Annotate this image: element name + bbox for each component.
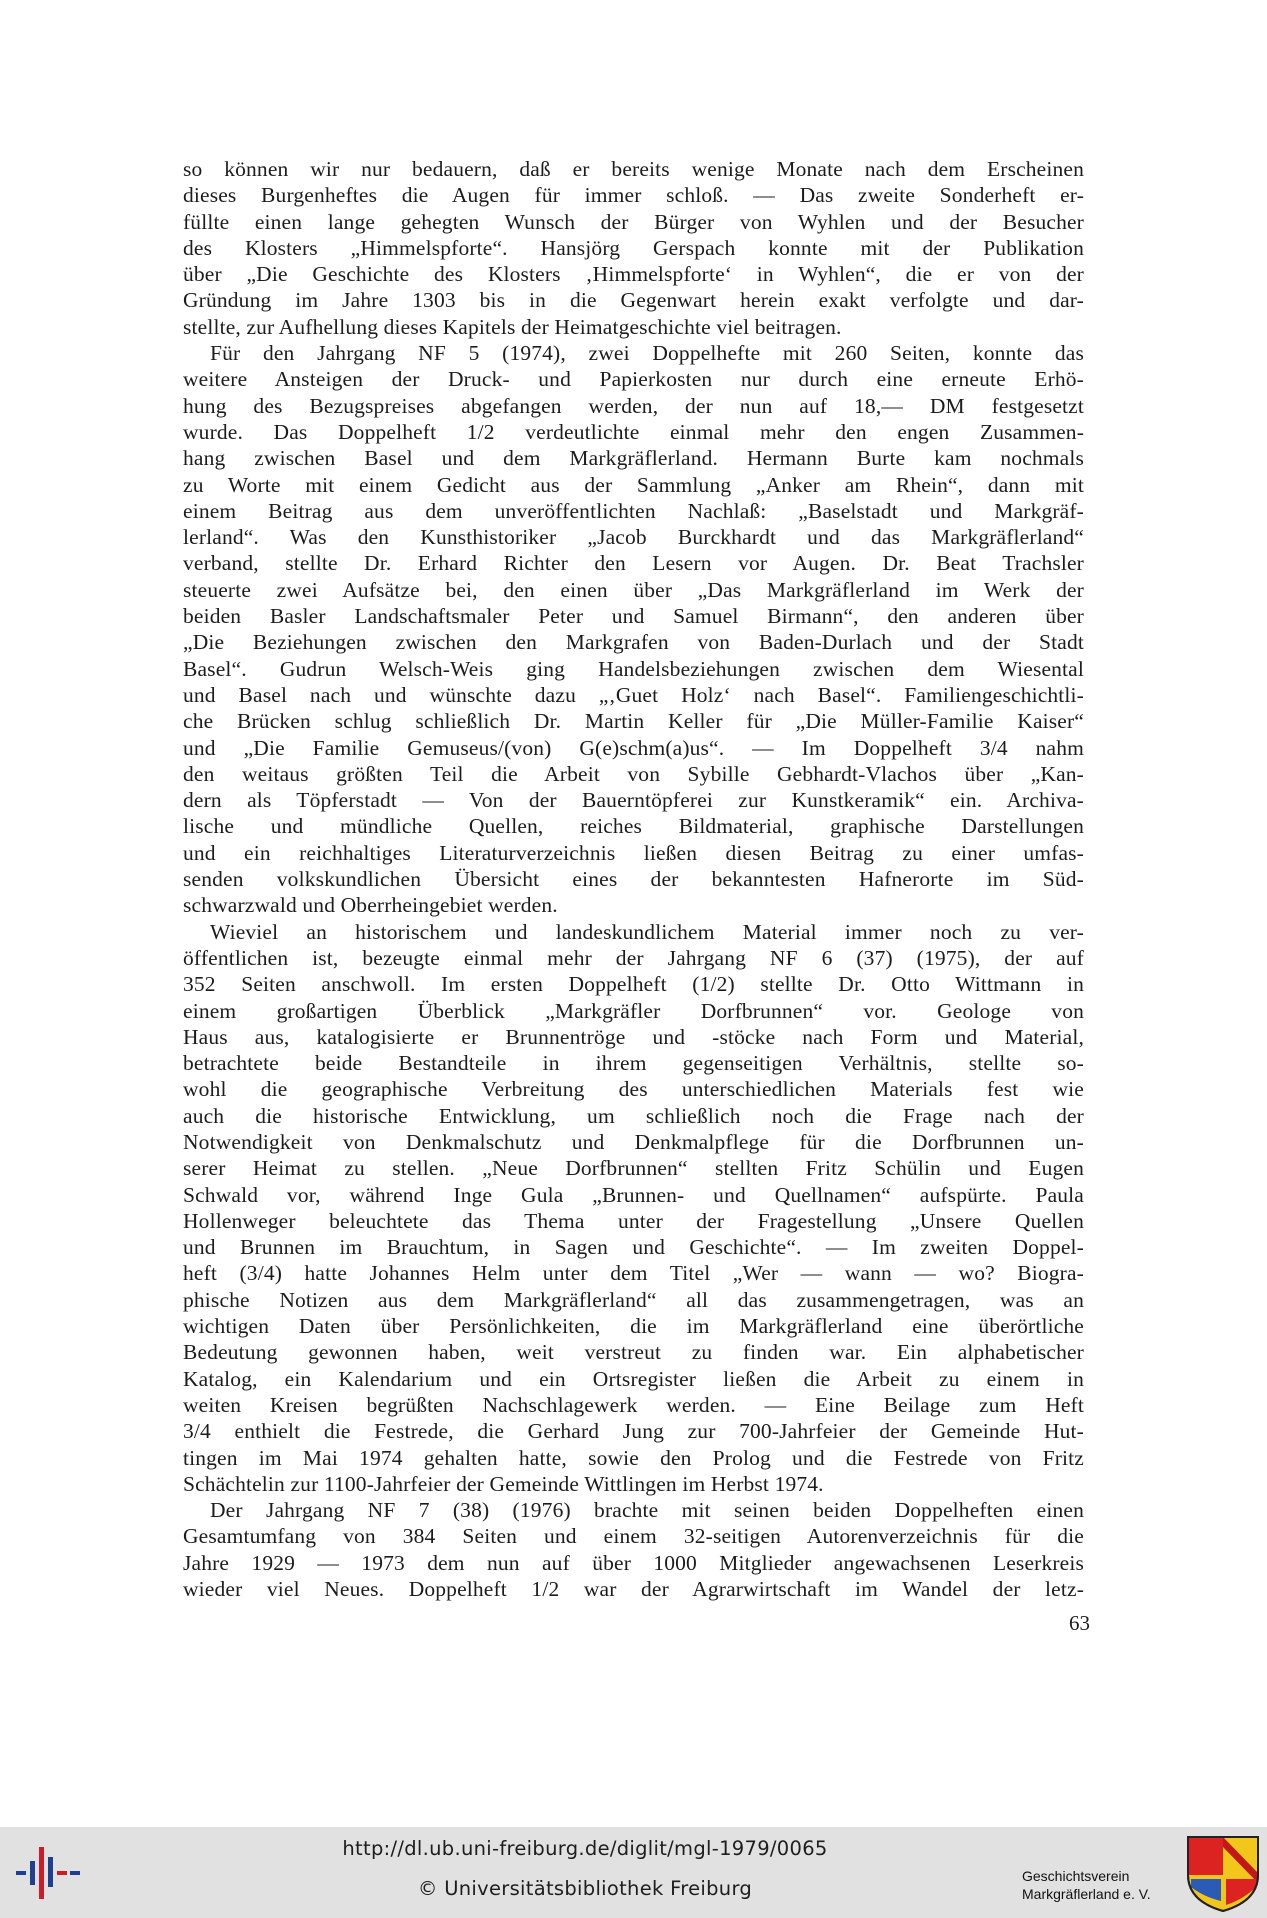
text-line: tingen im Mai 1974 gehalten hatte, sowie den Prolog und die Festrede von Fritz (183, 1445, 1084, 1470)
text-line: Schächtelin zur 1100-Jahrfeier der Gemeinde Wittlingen im Herbst 1974. (183, 1471, 824, 1496)
text-line: auch die historische Entwicklung, um schließlich noch die Frage nach der (183, 1103, 1084, 1128)
text-line: und Brunnen im Brauchtum, in Sagen und Geschichte“. — Im zweiten Doppel- (183, 1235, 1084, 1260)
text-line: Für den Jahrgang NF 5 (1974), zwei Doppelhefte mit 260 Seiten, konnte das (210, 341, 1084, 366)
text-line: Wieviel an historischem und landeskundlichem Material immer noch zu ver- (210, 919, 1084, 944)
text-line: Bedeutung gewonnen haben, weit verstreut zu finden war. Ein alphabetischer (183, 1340, 1084, 1365)
text-line: serer Heimat zu stellen. „Neue Dorfbrunnen“ stellten Fritz Schülin und Eugen (183, 1156, 1084, 1181)
text-line: Hollenweger beleuchtete das Thema unter der Fragestellung „Unsere Quellen (183, 1208, 1084, 1233)
text-line: 3/4 enthielt die Festrede, die Gerhard Jung zur 700-Jahrfeier der Gemeinde Hut- (183, 1419, 1084, 1444)
text-line: des Klosters „Himmelspforte“. Hansjörg Gerspach konnte mit der Publikation (183, 235, 1084, 260)
text-line: und Basel nach und wünschte dazu „‚Guet Holz‘ nach Basel“. Familiengeschichtli- (183, 682, 1084, 707)
text-line: weitere Ansteigen der Druck- und Papierkosten nur durch eine erneute Erhö- (183, 367, 1084, 392)
text-line: dieses Burgenheftes die Augen für immer schloß. — Das zweite Sonderheft er- (183, 183, 1084, 208)
page-number: 63 (1069, 1611, 1090, 1635)
text-line: betrachtete beide Bestandteile in ihrem gegenseitigen Verhältnis, stellte so- (183, 1051, 1084, 1076)
text-line: wohl die geographische Verbreitung des unterschiedlichen Materials fest wie (183, 1077, 1084, 1102)
text-line: wurde. Das Doppelheft 1/2 verdeutlichte einmal mehr den engen Zusammen- (183, 419, 1084, 444)
text-line: beiden Basler Landschaftsmaler Peter und Samuel Birmann“, den anderen über (183, 604, 1084, 629)
text-line: lische und mündliche Quellen, reiches Bildmaterial, graphische Darstellungen (183, 814, 1084, 839)
society-name (1022, 1867, 1182, 1903)
text-line: weiten Kreisen begrüßten Nachschlagewerk werden. — Eine Beilage zum Heft (183, 1392, 1084, 1417)
text-line: hang zwischen Basel und dem Markgräflerland. Hermann Burte kam nochmals (183, 446, 1084, 471)
society-line-1: Geschichtsverein (1022, 1868, 1130, 1884)
text-line: den weitaus größten Teil die Arbeit von Sybille Gebhardt-Vlachos über „Kan- (183, 761, 1084, 786)
text-line: Der Jahrgang NF 7 (38) (1976) brachte mit seinen beiden Doppelheften einen (210, 1498, 1084, 1523)
text-line: Gründung im Jahre 1303 bis in die Gegenwart herein exakt verfolgte und dar- (183, 288, 1084, 313)
text-line: wieder viel Neues. Doppelheft 1/2 war der Agrarwirtschaft im Wandel der letz- (183, 1577, 1084, 1602)
text-line: Katalog, ein Kalendarium und ein Ortsregister ließen die Arbeit zu einem in (183, 1366, 1084, 1391)
text-line: zu Worte mit einem Gedicht aus der Sammlung „Anker am Rhein“, dann mit (183, 472, 1084, 497)
body-text (183, 156, 1084, 1602)
text-line: lerland“. Was den Kunsthistoriker „Jacob Burckhardt und das Markgräflerland“ (183, 525, 1084, 550)
text-line: und ein reichhaltiges Literaturverzeichnis ließen diesen Beitrag zu einer umfas- (183, 840, 1084, 865)
text-line: Schwald vor, während Inge Gula „Brunnen- und Quellnamen“ aufspürte. Paula (183, 1182, 1084, 1207)
text-line: phische Notizen aus dem Markgräflerland“ all das zusammengetragen, was an (183, 1287, 1084, 1312)
ub-freiburg-logo-icon (16, 1847, 82, 1899)
text-line: schwarzwald und Oberrheingebiet werden. (183, 893, 558, 918)
text-line: so können wir nur bedauern, daß er bereits wenige Monate nach dem Erscheinen (183, 157, 1084, 181)
text-line: Gesamtumfang von 384 Seiten und einem 32-seitigen Autorenverzeichnis für die (183, 1524, 1084, 1549)
copyright-notice: © Universitätsbibliothek Freiburg (417, 1877, 753, 1900)
text-line: senden volkskundlichen Übersicht eines der bekanntesten Hafnerorte im Süd- (183, 867, 1084, 892)
text-line: füllte einen lange gehegten Wunsch der Bürger von Wyhlen und der Besucher (183, 209, 1084, 234)
text-line: heft (3/4) hatte Johannes Helm unter dem Titel „Wer — wann — wo? Biogra- (183, 1261, 1084, 1286)
text-line: Basel“. Gudrun Welsch-Weis ging Handelsbeziehungen zwischen dem Wiesental (183, 656, 1084, 681)
coat-of-arms-icon (1186, 1835, 1260, 1913)
text-line: steuerte zwei Aufsätze bei, den einen über „Das Markgräflerland im Werk der (183, 577, 1084, 602)
text-line: dern als Töpferstadt — Von der Bauerntöpferei zur Kunstkeramik“ ein. Archiva- (183, 788, 1084, 813)
text-line: über „Die Geschichte des Klosters ‚Himmelspforte‘ in Wyhlen“, die er von der (183, 262, 1084, 287)
text-line: einem Beitrag aus dem unveröffentlichten Nachlaß: „Baselstadt und Markgräf- (183, 498, 1084, 523)
text-line: 352 Seiten anschwoll. Im ersten Doppelheft (1/2) stellte Dr. Otto Wittmann in (183, 972, 1084, 997)
text-line: Notwendigkeit von Denkmalschutz und Denkmalpflege für die Dorfbrunnen un- (183, 1129, 1084, 1154)
text-line: „Die Beziehungen zwischen den Markgrafen von Baden-Durlach und der Stadt (183, 630, 1084, 655)
text-line: hung des Bezugspreises abgefangen werden, der nun auf 18,— DM festgesetzt (183, 393, 1084, 418)
text-line: einem großartigen Überblick „Markgräfler Dorfbrunnen“ vor. Geologe von (183, 998, 1084, 1023)
text-line: Haus aus, katalogisierte er Brunnentröge und -stöcke nach Form und Material, (183, 1024, 1084, 1049)
society-line-2: Markgräflerland e. V. (1022, 1886, 1151, 1902)
text-line: stellte, zur Aufhellung dieses Kapitels der Heimatgeschichte viel beitragen. (183, 314, 842, 339)
footer-bar (0, 1827, 1267, 1918)
text-line: verband, stellte Dr. Erhard Richter den Lesern vor Augen. Dr. Beat Trachsler (183, 551, 1084, 576)
source-url-link[interactable]: http://dl.ub.uni-freiburg.de/diglit/mgl-1979/0065 (342, 1837, 828, 1860)
text-line: öffentlichen ist, bezeugte einmal mehr der Jahrgang NF 6 (37) (1975), der auf (183, 945, 1084, 970)
text-line: Jahre 1929 — 1973 dem nun auf über 1000 Mitglieder angewachsenen Leserkreis (183, 1550, 1084, 1575)
text-line: che Brücken schlug schließlich Dr. Martin Keller für „Die Müller-Familie Kaiser“ (183, 709, 1084, 734)
text-line: und „Die Familie Gemuseus/(von) G(e)schm(a)us“. — Im Doppelheft 3/4 nahm (183, 735, 1084, 760)
text-line: wichtigen Daten über Persönlichkeiten, die im Markgräflerland eine überörtliche (183, 1314, 1084, 1339)
